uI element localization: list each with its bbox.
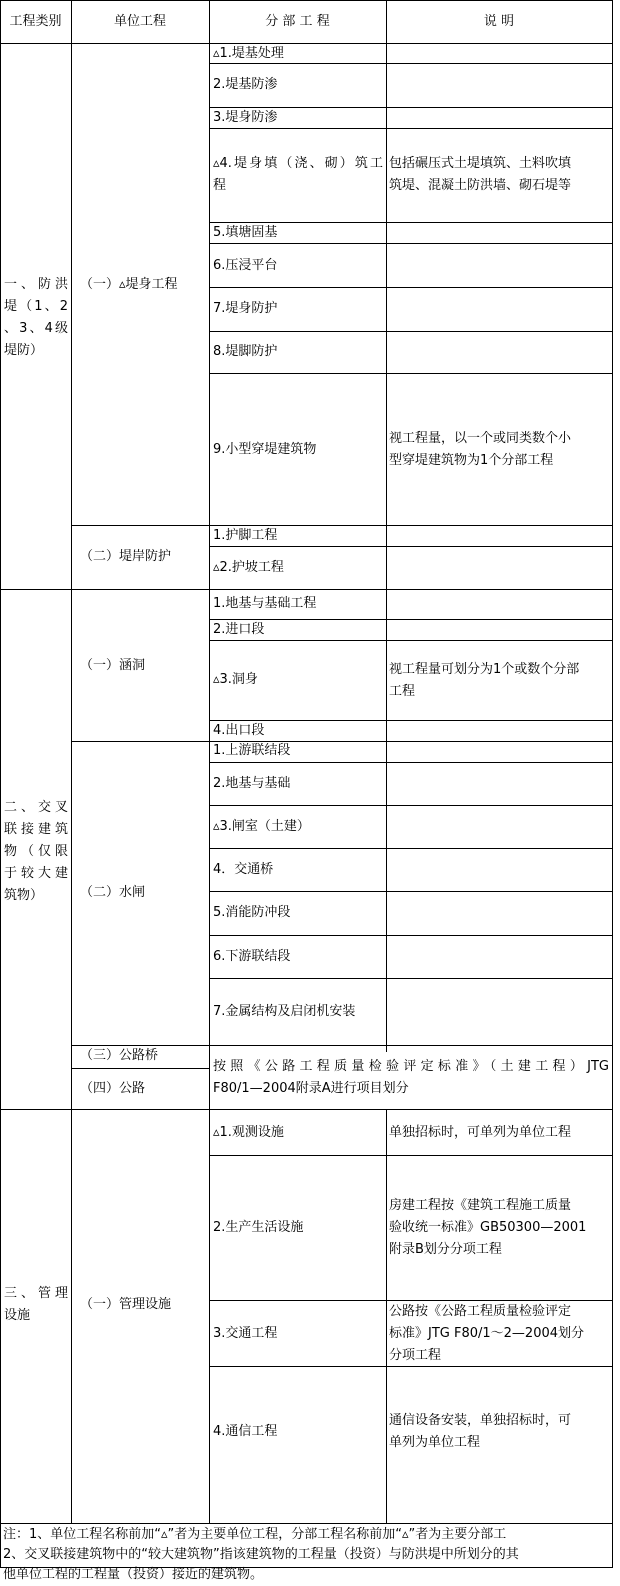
- row-divider: [209, 640, 613, 641]
- header-division: 分 部 工 程: [265, 14, 330, 29]
- header-divider: [0, 43, 613, 44]
- highway-note: F80/1—2004附录A进行项目划分: [213, 1081, 409, 1096]
- division-item: 1.地基与基础工程: [213, 596, 317, 611]
- row-divider: [209, 935, 613, 936]
- column-divider: [386, 1109, 387, 1524]
- note-text: 验收统一标准》GB50300—2001: [389, 1220, 587, 1235]
- note-text: 通信设备安装，单独招标时，可: [389, 1413, 572, 1428]
- row-divider: [209, 619, 613, 620]
- row-divider: [209, 373, 613, 374]
- unit-sluice: （二）水闸: [80, 885, 146, 900]
- division-item: 3.交通工程: [213, 1326, 278, 1341]
- division-item: 7.金属结构及启闭机安装: [213, 1004, 356, 1019]
- row-divider: [209, 891, 613, 892]
- division-item: 6.下游联结段: [213, 949, 291, 964]
- division-item: 3.堤身防渗: [213, 110, 278, 125]
- division-item: 7.堤身防护: [213, 301, 278, 316]
- note-text: 型穿堤建筑物为1个分部工程: [389, 453, 554, 468]
- division-item: 5.消能防冲段: [213, 905, 291, 920]
- note-text: 附录B划分分项工程: [389, 1242, 502, 1257]
- unit-bank-protection: （二）堤岸防护: [80, 549, 172, 564]
- division-item: 4．交通桥: [213, 862, 274, 877]
- division-item: ▵3.闸室（土建）: [213, 819, 310, 834]
- row-divider: [71, 741, 613, 742]
- division-item: ▵2.护坡工程: [213, 560, 284, 575]
- row-divider: [209, 762, 613, 763]
- division-item: 4.出口段: [213, 723, 265, 738]
- unit-culvert: （一）涵洞: [80, 658, 146, 673]
- note-text: 单列为单位工程: [389, 1435, 481, 1450]
- note-text: 视工程量可划分为1个或数个分部: [389, 662, 580, 677]
- unit-highway: （四）公路: [80, 1081, 146, 1096]
- header-category: 工程类别: [9, 14, 62, 29]
- note-text: 标准》JTG F80/1～2—2004划分: [389, 1326, 585, 1341]
- division-item: ▵1.堤基处理: [213, 46, 284, 61]
- footnotes: [1, 1524, 612, 1586]
- row-divider: [209, 720, 613, 721]
- division-item: ▵3.洞身: [213, 672, 258, 687]
- division-item: ▵4.堤身填（浇、砌）筑工: [213, 156, 383, 171]
- project-division-table: 工程类别 单位工程 分 部 工 程 说 明 一、防洪 堤（1、2 、3、4级 堤防） 二、交叉 联接建筑 物（仅限 于较大建 筑物） 三、管理 设施 （一）▵堤身工程 （二）堤岸防护 （一）涵洞 （二）水闸 （三）公路桥 （四）公路 （一）管理设施 ▵1.堤基处理 2.堤基防渗 3.堤身防渗 ▵4.堤身填（浇、砌）筑工 程 5.填塘固基 6.压浸平台 7.堤身防护 8.堤脚防护 9.小型穿堤建筑物 1.护脚工程 ▵2.护坡工程 1.地基与基础工程 2.进口段 ▵3.洞身 4.出口段 1.上游联结段 2.地基与基础 ▵3.闸室（土建） 4．交通桥 5.消能防冲段 6.下游联结段 7.金属结构及启闭机安装 ▵1.观测设施 2.生产生活设施 3.交通工程 4.通信工程 包括碾压式土堤填筑、土料吹填 筑堤、混凝土防洪墙、砌石堤等 视工程量，以一个或同类数个小 型穿堤建筑物为1个分部工程 视工程量可划分为1个或数个分部 工程 单独招标时，可单列为单位工程 房建工程按《建筑工程施工质量 验收统一标准》GB50300—2001 附录B划分分项工程 公路按《公路工程质量检验评定 标准》JTG F80/1～2—2004划分 分项工程 通信设备安装，单独招标时，可 单列为单位工程 按照《公路工程质量检验评定标准》（土建工程）JTG F80/1—2004附录A进行项目划分 注：1、单位工程名称前加“▵”者为主要单位工程，分部工程名称前加“▵”者为主要分部工 2、交叉联接建筑物中的“较大建筑物”指该建筑物的工程量（投资）与防洪堤中所划分的其 他单位工程的工程量（投资）接近的建筑物。: [0, 0, 620, 1586]
- footnote-1: 注：1、单位工程名称前加“▵”者为主要单位工程，分部工程名称前加“▵”者为主要分部工: [3, 1527, 507, 1542]
- row-divider: [209, 805, 613, 806]
- column-divider: [386, 0, 387, 1052]
- division-item: 2.地基与基础: [213, 776, 291, 791]
- footnote-2: 2、交叉联接建筑物中的“较大建筑物”指该建筑物的工程量（投资）与防洪堤中所划分的其: [3, 1547, 519, 1562]
- row-divider: [209, 331, 613, 332]
- division-item: 1.上游联结段: [213, 743, 291, 758]
- table-border: [0, 0, 613, 1]
- division-item: 2.生产生活设施: [213, 1220, 304, 1235]
- footnote-3: 他单位工程的工程量（投资）接近的建筑物。: [3, 1567, 264, 1582]
- row-divider: [71, 525, 613, 526]
- note-text: 房建工程按《建筑工程施工质量: [389, 1198, 572, 1213]
- row-divider: [209, 287, 613, 288]
- division-item: 2.堤基防渗: [213, 77, 278, 92]
- column-divider: [71, 0, 72, 1524]
- header-note: 说 明: [483, 14, 515, 29]
- row-divider: [209, 848, 613, 849]
- note-text: 分项工程: [389, 1348, 442, 1363]
- note-text: 单独招标时，可单列为单位工程: [389, 1125, 572, 1140]
- row-divider: [71, 1068, 210, 1069]
- unit-management: （一）管理设施: [80, 1297, 172, 1312]
- section-divider: [0, 589, 613, 590]
- note-text: 筑堤、混凝土防洪墙、砌石堤等: [389, 178, 572, 193]
- table-border: [0, 0, 1, 1568]
- division-item: 程: [213, 178, 227, 193]
- header-unit: 单位工程: [113, 14, 166, 29]
- division-item: 4.通信工程: [213, 1424, 278, 1439]
- division-item: 9.小型穿堤建筑物: [213, 442, 317, 457]
- division-item: ▵1.观测设施: [213, 1125, 284, 1140]
- note-text: 工程: [389, 684, 416, 699]
- note-text: 视工程量，以一个或同类数个小: [389, 431, 572, 446]
- division-item: 1.护脚工程: [213, 528, 278, 543]
- division-item: 2.进口段: [213, 622, 265, 637]
- row-divider: [209, 978, 613, 979]
- unit-levee-body: （一）▵堤身工程: [80, 277, 178, 292]
- note-text: 公路按《公路工程质量检验评定: [389, 1304, 572, 1319]
- highway-note: 按照《公路工程质量检验评定标准》（土建工程）JTG: [213, 1059, 609, 1074]
- section-divider: [0, 1109, 613, 1110]
- division-item: 5.填塘固基: [213, 225, 278, 240]
- unit-highway-bridge: （三）公路桥: [80, 1048, 159, 1063]
- note-text: 包括碾压式土堤填筑、土料吹填: [389, 156, 572, 171]
- division-item: 8.堤脚防护: [213, 344, 278, 359]
- row-divider: [209, 1155, 613, 1156]
- division-item: 6.压浸平台: [213, 258, 278, 273]
- table-border: [612, 0, 613, 1568]
